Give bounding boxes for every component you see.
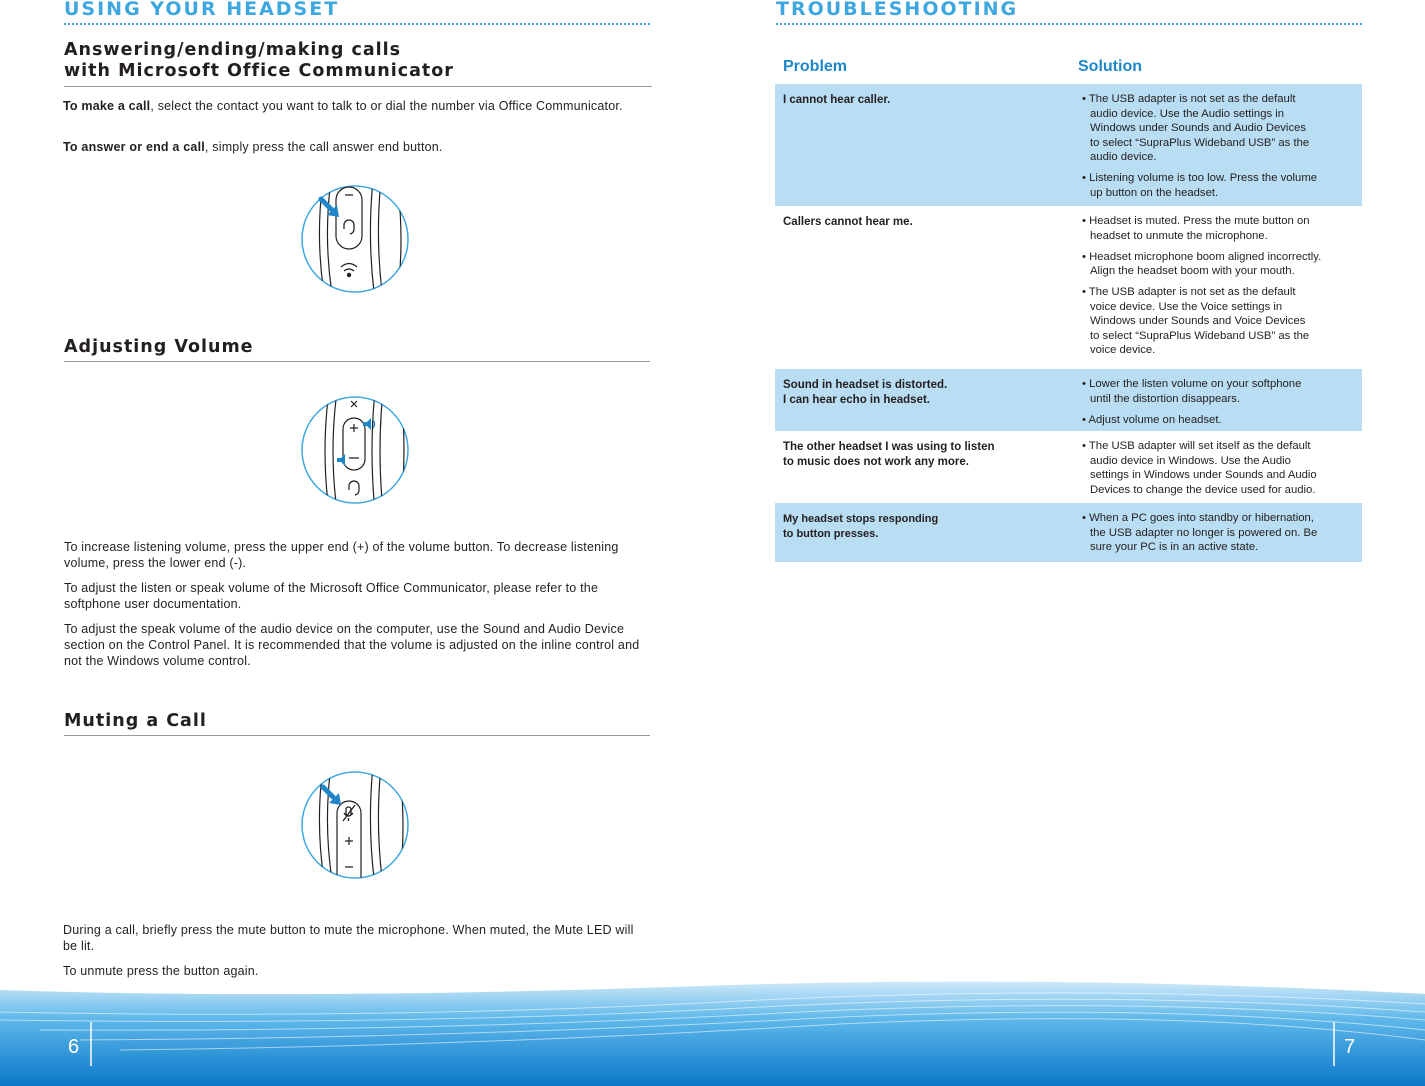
table-row [775, 431, 1362, 503]
table-row [775, 84, 1362, 206]
solution-column-header: Solution [1078, 58, 1142, 75]
solution-bullet: • The USB adapter is not set as the default voice device. Use the Voice settings in Windows under Sounds and Voice Devices to select “SupraPlus Wideband USB” as the voice device. [1082, 286, 1310, 356]
left-section-title: USING YOUR HEADSET [64, 0, 340, 20]
solution-bullet: • Listening volume is too low. Press the volume up button on the headset. [1082, 172, 1318, 199]
mute-heading: Muting a Call [64, 711, 207, 731]
solution-bullet: • Headset is muted. Press the mute button on headset to unmute the microphone. [1082, 215, 1310, 242]
volume-paragraph-2: To adjust the listen or speak volume of the Microsoft Office Communicator, please refer to the softphone user documentation. [64, 581, 599, 611]
solution-bullet: • The USB adapter is not set as the default audio device. Use the Audio settings in Windows under Sounds and Audio Devices to select “SupraPlus Wideband USB” as the audio device. [1082, 93, 1310, 163]
calls-heading-line1: Answering/ending/making calls [64, 40, 402, 60]
volume-button-illustration [301, 396, 409, 504]
right-section-title: TROUBLESHOOTING [776, 0, 1019, 20]
calls-heading-rule [64, 86, 652, 87]
volume-heading-rule [64, 361, 650, 362]
mute-heading-rule [64, 735, 650, 736]
answer-call-bold: To answer or end a call [63, 140, 205, 154]
mute-paragraph-2: To unmute press the button again. [63, 964, 259, 978]
solution-cell [1082, 511, 1358, 561]
solution-cell [1082, 439, 1358, 504]
solution-cell [1082, 377, 1358, 434]
volume-paragraph-1: To increase listening volume, press the upper end (+) of the volume button. To decrease listening volume, press the lower end (-). [64, 540, 619, 570]
right-title-dotted-rule [776, 23, 1362, 25]
calls-heading [64, 40, 454, 82]
left-page-number: 6 [68, 1036, 80, 1058]
table-row [775, 206, 1362, 369]
call-button-illustration [301, 185, 409, 293]
table-row [775, 503, 1362, 562]
make-call-text: , select the contact you want to talk to or dial the number via Office Communicator. [150, 99, 623, 113]
make-call-bold: To make a call [63, 99, 151, 113]
solution-bullet: • Adjust volume on headset. [1082, 413, 1222, 426]
solution-cell [1082, 92, 1358, 207]
right-page-number: 7 [1344, 1036, 1356, 1058]
mute-paragraph-1: During a call, briefly press the mute button to mute the microphone. When muted, the Mute LED will be lit. [63, 923, 634, 953]
problem-text: I cannot hear caller. [783, 94, 891, 106]
solution-bullet: • When a PC goes into standby or hibernation, the USB adapter no longer is powered on. Be sure your PC is in an active state. [1082, 512, 1318, 553]
answer-call-text: , simply press the call answer end button. [204, 140, 443, 154]
mute-button-illustration [301, 771, 409, 879]
answer-call-paragraph [63, 139, 643, 155]
left-title-dotted-rule [64, 23, 650, 25]
calls-heading-line2: with Microsoft Office Communicator [64, 61, 454, 81]
volume-heading: Adjusting Volume [64, 337, 254, 357]
problem-text: Sound in headset is distorted. I can hear echo in headset. [783, 379, 948, 406]
solution-bullet: • The USB adapter will set itself as the default audio device in Windows. Use the Audio settings in Windows under Sounds and Audio Devices to change the device used for audio. [1082, 440, 1317, 496]
make-call-paragraph [63, 98, 633, 114]
solution-cell [1082, 214, 1358, 364]
volume-paragraph-3: To adjust the speak volume of the audio device on the computer, use the Sound and Audio Device section on the Control Panel. It is recommended that the volume is adjusted on the inline control and not the Windows volume control. [64, 622, 640, 668]
problem-text: The other headset I was using to listen to music does not work any more. [783, 441, 995, 468]
table-header [775, 52, 1362, 84]
problem-column-header: Problem [783, 58, 848, 75]
solution-bullet: • Headset microphone boom aligned incorrectly. Align the headset boom with your mouth. [1082, 250, 1322, 277]
table-row [775, 369, 1362, 431]
troubleshooting-table [775, 52, 1362, 562]
solution-bullet: • Lower the listen volume on your softphone until the distortion disappears. [1082, 378, 1302, 405]
problem-text: Callers cannot hear me. [783, 216, 913, 228]
footer-wave [0, 960, 1425, 1086]
problem-text: My headset stops responding to button presses. [783, 513, 939, 540]
